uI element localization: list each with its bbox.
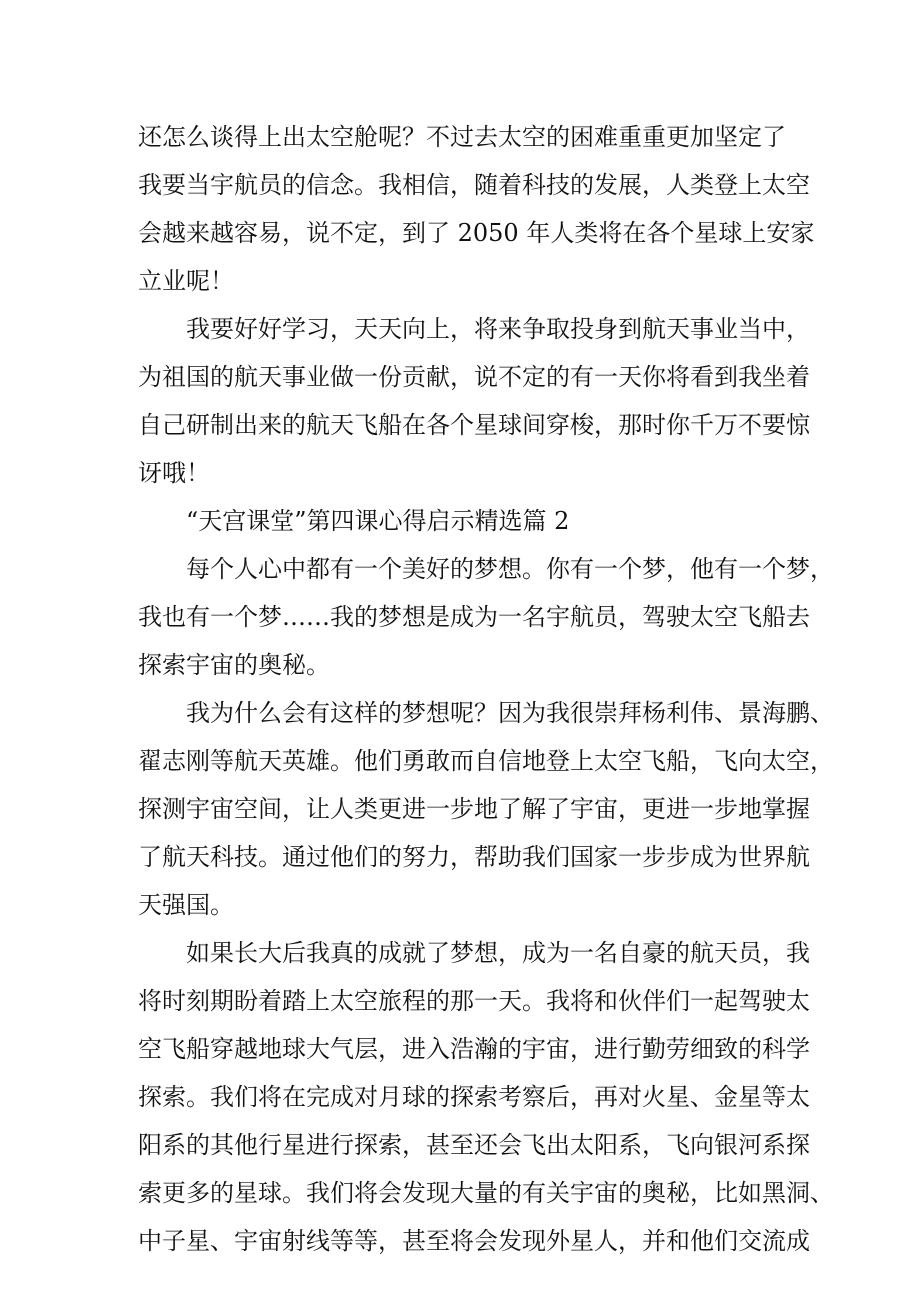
text-line: 会越来越容易，说不定，到了 2050 年人类将在各个星球上安家 xyxy=(138,219,815,247)
text-line: 了航天科技。通过他们的努力，帮助我们国家一步步成为世界航 xyxy=(138,843,810,871)
text-line: 空飞船穿越地球大气层，进入浩瀚的宇宙，进行勤劳细致的科学 xyxy=(138,1035,810,1063)
text-line: 如果长大后我真的成就了梦想，成为一名自豪的航天员，我 xyxy=(186,939,810,967)
text-line: 立业呢！ xyxy=(138,267,234,295)
paragraph-3 xyxy=(138,545,834,689)
text-line: 我也有一个梦……我的梦想是成为一名宇航员，驾驶太空飞船去 xyxy=(138,603,810,631)
paragraph-4 xyxy=(138,689,834,929)
paragraph-1 xyxy=(138,113,815,305)
text-line: 讶哦！ xyxy=(138,459,210,487)
text-line: 索更多的星球。我们将会发现大量的有关宇宙的奥秘，比如黑洞、 xyxy=(138,1179,834,1207)
text-line: 中子星、宇宙射线等等，甚至将会发现外星人，并和他们交流成 xyxy=(138,1227,810,1255)
document-body xyxy=(138,113,834,1265)
text-line: 翟志刚等航天英雄。他们勇敢而自信地登上太空飞船，飞向太空， xyxy=(138,747,834,775)
text-line: 自己研制出来的航天飞船在各个星球间穿梭，那时你千万不要惊 xyxy=(138,411,810,439)
paragraph-2 xyxy=(138,305,810,497)
text-line: 我为什么会有这样的梦想呢？因为我很崇拜杨利伟、景海鹏、 xyxy=(186,699,834,727)
paragraph-5 xyxy=(138,929,834,1265)
heading-text: “天宫课堂”第四课心得启示精选篇 2 xyxy=(186,507,570,535)
text-line: 探索宇宙的奥秘。 xyxy=(138,651,330,679)
text-line: 我要好好学习，天天向上，将来争取投身到航天事业当中， xyxy=(186,315,810,343)
text-line: 还怎么谈得上出太空舱呢？不过去太空的困难重重更加坚定了 xyxy=(138,123,786,151)
text-line: 我要当宇航员的信念。我相信，随着科技的发展，人类登上太空 xyxy=(138,171,810,199)
text-line: 每个人心中都有一个美好的梦想。你有一个梦，他有一个梦， xyxy=(186,555,834,583)
text-line: 为祖国的航天事业做一份贡献，说不定的有一天你将看到我坐着 xyxy=(138,363,810,391)
text-line: 阳系的其他行星进行探索，甚至还会飞出太阳系，飞向银河系探 xyxy=(138,1131,810,1159)
text-line: 将时刻期盼着踏上太空旅程的那一天。我将和伙伴们一起驾驶太 xyxy=(138,987,810,1015)
section-heading xyxy=(138,497,786,545)
text-line: 探索。我们将在完成对月球的探索考察后，再对火星、金星等太 xyxy=(138,1083,810,1111)
text-line: 探测宇宙空间，让人类更进一步地了解了宇宙，更进一步地掌握 xyxy=(138,795,810,823)
text-line: 天强国。 xyxy=(138,891,234,919)
